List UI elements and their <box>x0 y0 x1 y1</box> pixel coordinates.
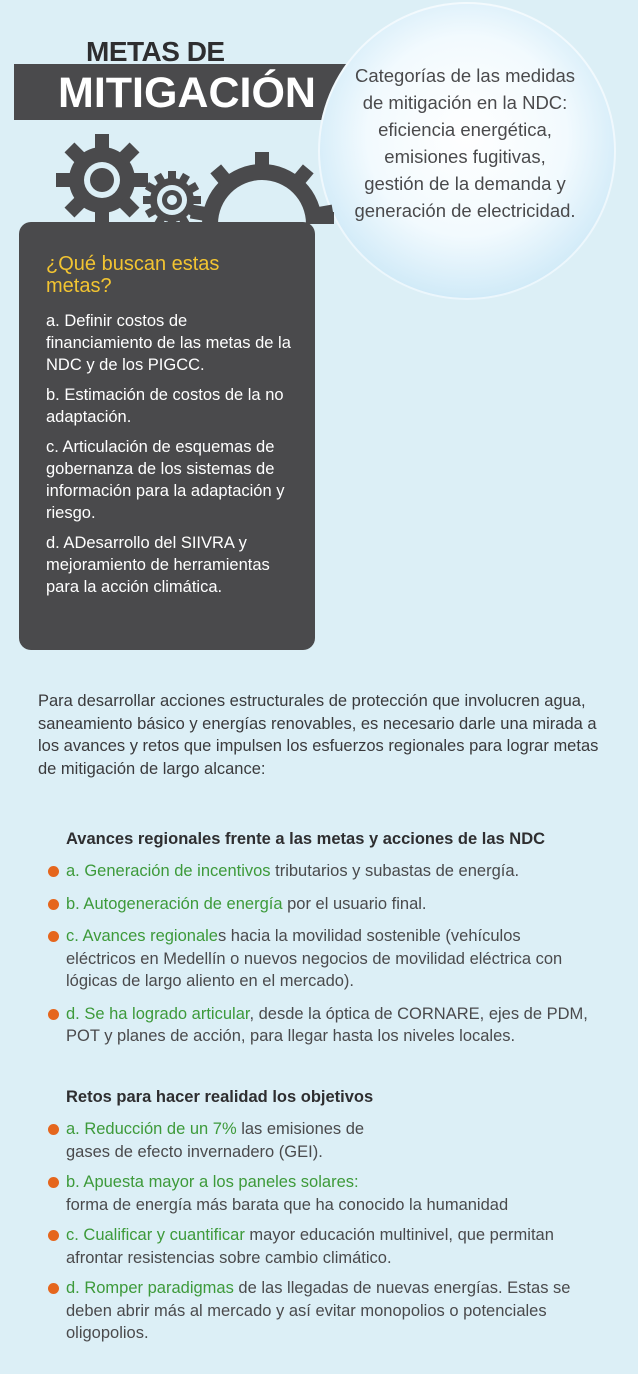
list-item: b. Estimación de costos de la no adaptación. <box>46 386 284 426</box>
list-item <box>48 893 588 916</box>
item-text: las emisiones de <box>236 1120 365 1138</box>
item-text: de las llegadas de nuevas energías. Estas se deben abrir más al mercado y así evitar monopolios o potenciales oligopolios. <box>66 1279 571 1342</box>
avances-title: Avances regionales frente a las metas y acciones de las NDC <box>66 830 546 848</box>
item-text: tributarios y subastas de energía. <box>270 862 520 880</box>
bullet-icon <box>48 1283 59 1294</box>
list-item: c. Articulación de esquemas de gobernanza de los sistemas de información para la adaptación y riesgo. <box>46 438 285 522</box>
retos-title: Retos para hacer realidad los objetivos <box>66 1088 374 1106</box>
item-highlight: a. Reducción de un 7% <box>66 1120 237 1138</box>
bullet-icon <box>48 866 59 877</box>
list-item <box>48 1003 588 1048</box>
item-text-line2: forma de energía más barata que ha conocido la humanidad <box>66 1195 509 1214</box>
question-list <box>46 310 298 606</box>
question-title: ¿Qué buscan estas metas? <box>46 253 220 297</box>
intro-paragraph: Para desarrollar acciones estructurales de protección que involucren agua, saneamiento básico y energías renovables, es necesario darle una mirada a los avances y retos que impulsen los esfuerzos regionales para lograr metas de mitigación de largo alcance: <box>38 692 599 778</box>
item-highlight: c. Cualificar y cuantificar <box>66 1226 245 1244</box>
bullet-icon <box>48 1230 59 1241</box>
bullet-icon <box>48 899 59 910</box>
item-highlight: b. Autogeneración de energía <box>66 894 283 913</box>
list-item: d. ADesarrollo del SIIVRA y mejoramiento de herramientas para la acción climática. <box>46 534 270 596</box>
item-text: , desde la óptica de CORNARE, ejes de PDM, POT y planes de acción, para llegar hasta los niveles locales. <box>66 1004 588 1045</box>
list-item <box>48 1224 588 1269</box>
item-text: s hacia la movilidad sostenible (vehículos eléctricos en Medellín o nuevos negocios de movilidad eléctrica con lógicas de largo aliento en el mercado). <box>66 927 563 990</box>
list-item <box>48 925 588 993</box>
bubble-text: Categorías de las medidas de mitigación en la NDC: eficiencia energética, emisiones fugitivas, gestión de la demanda y generación de electricidad. <box>354 65 576 221</box>
list-item <box>48 860 588 883</box>
item-text: por el usuario final. <box>282 894 427 913</box>
bullet-icon <box>48 1009 59 1020</box>
half-gear-icon <box>190 152 334 224</box>
retos-list <box>48 1118 588 1345</box>
bullet-icon <box>48 1124 59 1135</box>
small-gear-icon <box>143 171 201 229</box>
item-highlight: d. Romper paradigmas <box>66 1279 234 1297</box>
list-item <box>48 1171 588 1216</box>
item-highlight: c. Avances regionale <box>66 927 218 945</box>
bullet-icon <box>48 931 59 942</box>
item-highlight: d. Se ha logrado articular <box>66 1004 250 1023</box>
avances-list <box>48 860 588 1048</box>
item-highlight: a. Generación de incentivos <box>66 862 271 880</box>
title-top: METAS DE <box>86 36 225 67</box>
list-item <box>48 1118 588 1163</box>
bullet-icon <box>48 1177 59 1188</box>
item-text-line2: gases de efecto invernadero (GEI). <box>66 1142 323 1161</box>
list-item: a. Definir costos de financiamiento de las metas de la NDC y de los PIGCC. <box>46 312 291 374</box>
page-title: MITIGACIÓN <box>58 69 316 117</box>
gear-icon <box>56 134 148 226</box>
item-text: mayor educación multinivel, que permitan afrontar resistencias sobre cambio climático. <box>66 1226 554 1267</box>
list-item <box>48 1277 588 1345</box>
item-highlight: b. Apuesta mayor a los paneles solares: <box>66 1173 359 1191</box>
